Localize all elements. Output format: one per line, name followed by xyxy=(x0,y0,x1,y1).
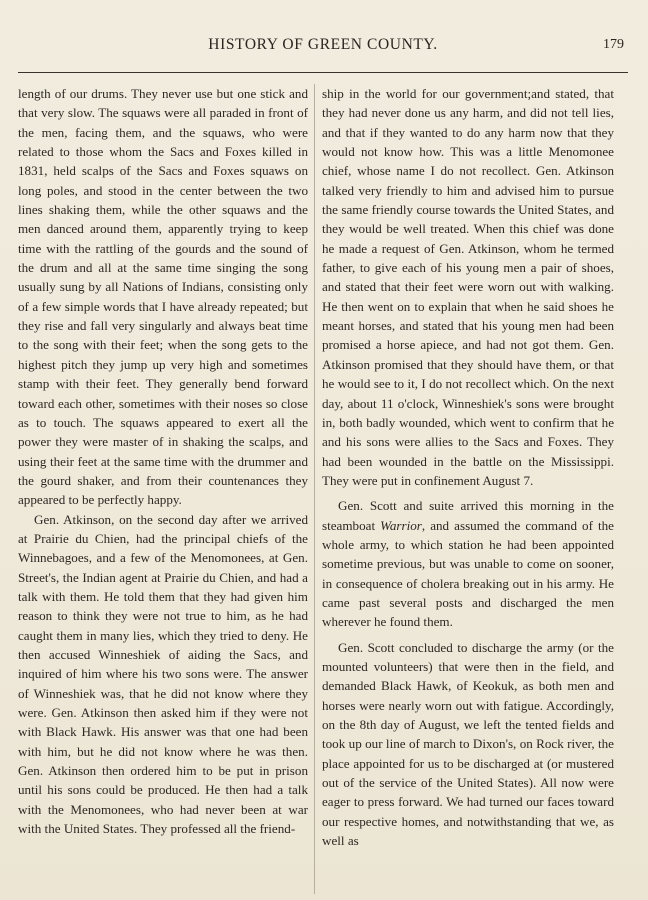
paragraph: length of our drums. They never use but one stick and that very slow. The squaws were all paraded in front of the men, facing them, and the squaws, who were related to those whom the Sacs and Foxes killed in 1831, held scalps of the Sacs and Foxes squaws on long poles, and stood in the center between the two lines shaking them, while the other squaws and the men danced around them, apparently trying to keep time with the rattling of the gourds and the sound of the drum and all at the same time singing the song usually sung by all Nations of Indians, consisting only of a few simple words that I have already repeated; but they rise and fall very singularly and always beat time to the song with their feet; when the song gets to the highest pitch they jump up very high and sometimes stamp with their feet. They generally bend forward toward each other, sometimes with their noses so close as to touch. The squaws appeared to exert all the power they were master of in shaking the scalps, and using their feet at the same time with the drummer and the gourd shaker, and from their countenances they appeared to be perfectly happy. xyxy=(18,86,308,508)
page-header xyxy=(18,36,628,64)
paragraph-text: , and assumed the command of the whole army, to which station he had been appointed sometime previous, but was unable to come on sooner, in consequence of cholera breaking out in his army. He came past several posts and discharged the men wherever he found them. xyxy=(322,517,614,630)
running-title: HISTORY OF GREEN COUNTY. xyxy=(208,36,438,53)
page-number: 179 xyxy=(603,37,624,52)
paragraph xyxy=(322,496,614,631)
paragraph: Gen. Atkinson, on the second day after we arrived at Prairie du Chien, had the principal chiefs of the Winnebagoes, and a few of the Menomonees, at Gen. Street's, the Indian agent at Prairie du Chien, and had a talk with them. He told them that they had given him reason to think they were not true to him, as he had caught them in many lies, which they tried to deny. He then accused Winneshiek of aiding the Sacs, and inquired of him where his two sons were. The answer of Winneshiek was, that he did not know where they were. Gen. Atkinson then asked him if they were not with Black Hawk. His answer was that one had been with him, but he did not know where he was then. Gen. Atkinson then ordered him to be put in prison until his sons could be produced. He then had a talk with the Menomonees, who had never been at war with the United States. They professed all the friend- xyxy=(18,511,308,837)
paragraph-text: Gen. Scott and suite arrived this morning in the steamboat xyxy=(322,498,614,533)
ship-name: Warrior xyxy=(380,517,422,533)
left-column xyxy=(18,84,308,838)
header-rule xyxy=(18,72,628,73)
paragraph: Gen. Scott concluded to discharge the army (or the mounted volunteers) that were then in the field, and demanded Black Hawk, of Keokuk, as both men and horses were nearly worn out with fatigue. Accordingly, on the 8th day of August, we left the tented fields and took up our line of march to Dixon's, on Rock river, the place appointed for us to be discharged at (or mustered out of the service of the United States). All now were eager to press forward. We had turned our faces toward our respective homes, and notwithstanding that we, as well as xyxy=(322,639,614,849)
column-divider xyxy=(314,84,315,894)
paragraph: ship in the world for our government;and stated, that they had never done us any harm, and did not tell lies, and that if they wanted to do any harm now that they would not know how. This was a little Menomonee chief, whose name I do not recollect. Gen. Atkinson talked very friendly to him and advised him to pursue the same friendly course towards the United States, and they would be well treated. When this chief was done he made a request of Gen. Atkinson, whom he termed father, to give each of his young men a pair of shoes, and stated that their feet were worn out with walking. He then went on to explain that when he said shoes he meant horses, and stated that his young men had been promised a horse apiece, and had not got them. Gen. Atkinson promised that they should have them, or that he would see to it, I do not recollect which. On the next day, about 11 o'clock, Winneshiek's sons were brought in, both badly wounded, which went to confirm that he and his sons were allies to the Sacs and Foxes. They had been wounded in the battle on the Mississippi. They were put in confinement August 7. xyxy=(322,86,614,488)
right-column xyxy=(322,84,614,850)
